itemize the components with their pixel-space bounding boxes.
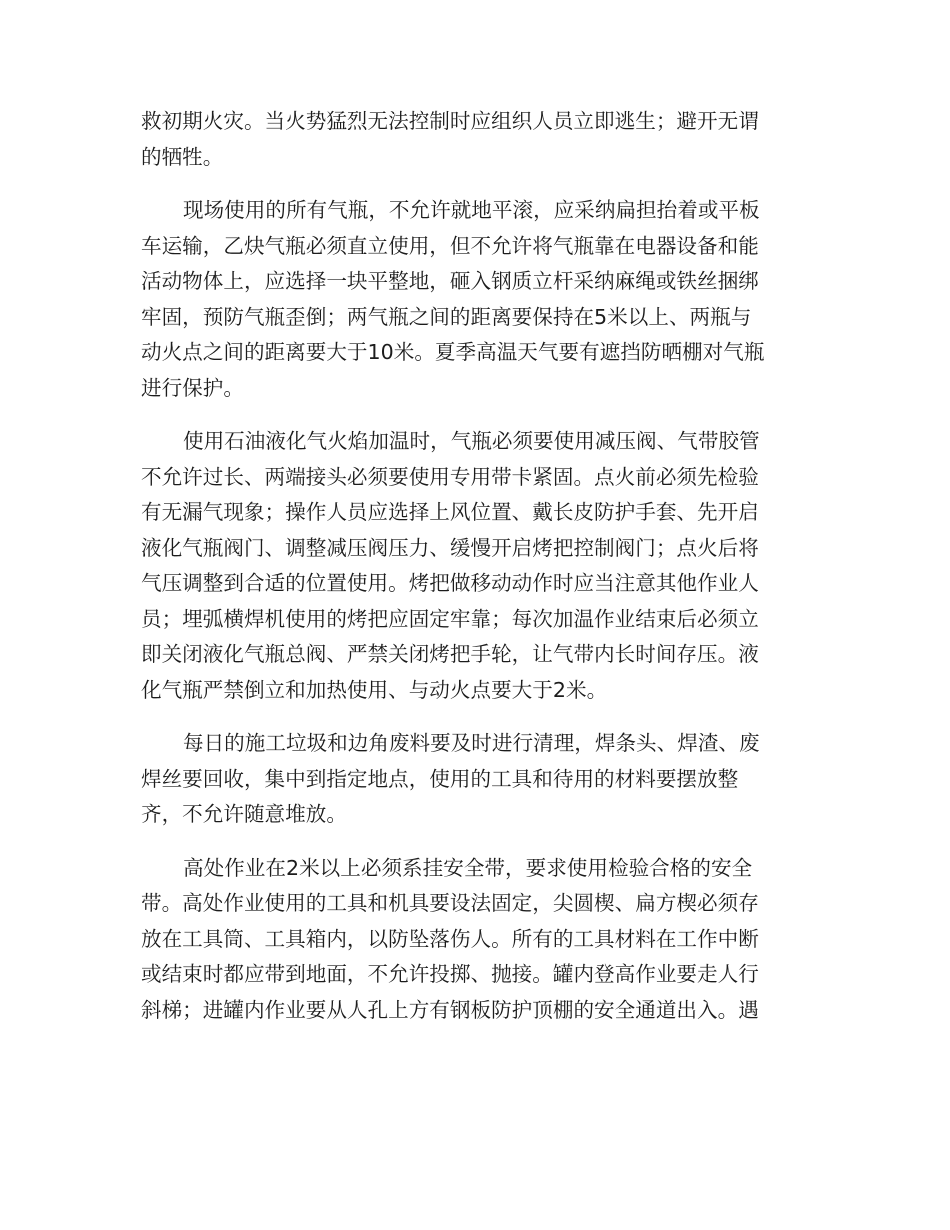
paragraph-work-at-height <box>141 851 803 1029</box>
paragraph-fire-escape <box>141 104 803 175</box>
text-line: 活动物体上，应选择一块平整地，砸入钢质立杆采纳麻绳或铁丝捆绑 <box>141 269 759 293</box>
text-line: 高处作业在2米以上必须系挂安全带，要求使用检验合格的安全 <box>183 855 753 880</box>
text-line: 有无漏气现象；操作人员应选择上风位置、戴长皮防护手套、先开启 <box>141 500 759 524</box>
text-line: 使用石油液化气火焰加温时，气瓶必须要使用减压阀、气带胶管 <box>183 429 760 453</box>
text-line: 斜梯；进罐内作业要从人孔上方有钢板防护顶棚的安全通道出入。遇 <box>141 997 759 1022</box>
text-line: 液化气瓶阀门、调整减压阀压力、缓慢开启烤把控制阀门；点火后将 <box>141 535 759 560</box>
text-line: 放在工具筒、工具箱内，以防坠落伤人。所有的工具材料在工作中断 <box>141 926 759 951</box>
text-line: 救初期火灾。当火势猛烈无法控制时应组织人员立即逃生；避开无谓 <box>141 109 759 133</box>
text-line: 的牺牲。 <box>141 144 224 169</box>
text-line: 车运输，乙炔气瓶必须直立使用，但不允许将气瓶靠在电器设备和能 <box>141 233 759 258</box>
text-line: 员；埋弧横焊机使用的烤把应固定牢靠；每次加温作业结束后必须立 <box>141 606 759 631</box>
text-line: 现场使用的所有气瓶，不允许就地平滚，应采纳扁担抬着或平板 <box>183 198 760 222</box>
text-line: 不允许过长、两端接头必须要使用专用带卡紧固。点火前必须先检验 <box>141 464 759 489</box>
paragraph-site-cleanup <box>141 726 803 833</box>
text-line: 或结束时都应带到地面，不允许投掷、抛接。罐内登高作业要走人行 <box>141 962 759 986</box>
paragraph-lpg-heating <box>141 424 803 708</box>
text-line: 带。高处作业使用的工具和机具要设法固定，尖圆楔、扁方楔必须存 <box>141 891 759 915</box>
document-body <box>141 104 803 1028</box>
text-line: 动火点之间的距离要大于10米。夏季高温天气要有遮挡防晒棚对气瓶 <box>141 340 765 364</box>
text-line: 焊丝要回收，集中到指定地点，使用的工具和待用的材料要摆放整 <box>141 766 739 791</box>
text-line: 进行保护。 <box>141 375 244 400</box>
text-line: 齐，不允许随意堆放。 <box>141 802 347 826</box>
paragraph-gas-cylinders <box>141 193 803 406</box>
text-line: 每日的施工垃圾和边角废料要及时进行清理，焊条头、焊渣、废 <box>183 731 760 755</box>
text-line: 牢固，预防气瓶歪倒；两气瓶之间的距离要保持在5米以上、两瓶与 <box>141 304 752 329</box>
text-line: 气压调整到合适的位置使用。烤把做移动动作时应当注意其他作业人 <box>141 571 759 595</box>
text-line: 化气瓶严禁倒立和加热使用、与动火点要大于2米。 <box>141 677 608 702</box>
text-line: 即关闭液化气瓶总阀、严禁关闭烤把手轮，让气带内长时间存压。液 <box>141 642 759 666</box>
